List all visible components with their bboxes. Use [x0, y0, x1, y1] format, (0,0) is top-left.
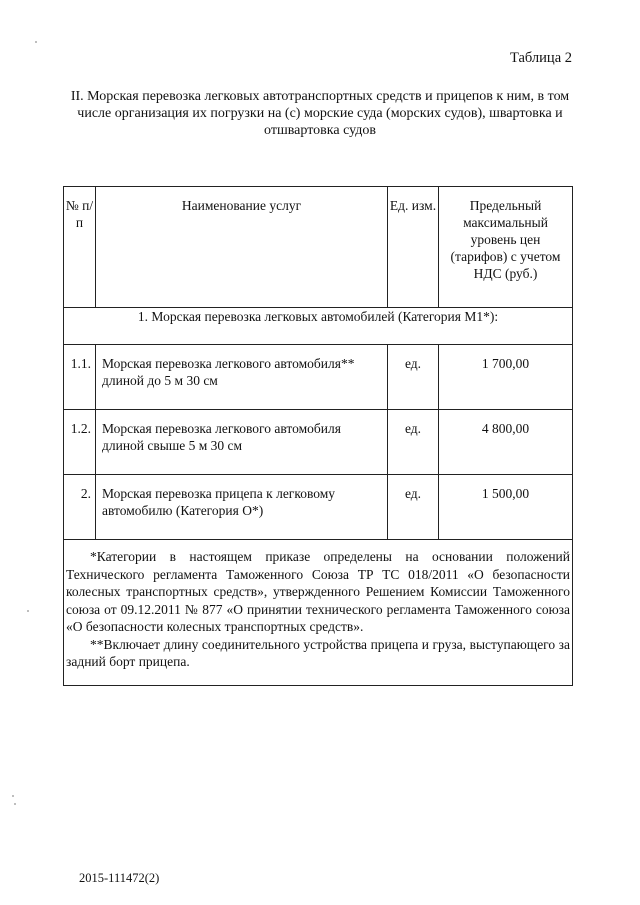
row-unit: ед. [388, 475, 439, 540]
section-row [64, 308, 573, 345]
document-code: 2015-111472(2) [79, 871, 160, 885]
header-unit: Ед. изм. [388, 187, 439, 308]
tariff-table [63, 186, 573, 686]
table-number: Таблица 2 [509, 50, 572, 66]
scan-speck [35, 41, 37, 43]
row-price: 4 800,00 [439, 410, 573, 475]
row-number: 1.2. [64, 410, 96, 475]
section-heading: II. Морская перевозка легковых автотранспортных средств и прицепов к ним, в том числе организация их погрузки на (с) морские суда (морских судов), швартовка и отшвартовка судов [70, 89, 570, 138]
table-row [64, 410, 573, 475]
header-number: № п/п [64, 187, 96, 308]
notes-row [64, 540, 573, 686]
scan-speck [27, 610, 29, 612]
notes-cell [64, 540, 573, 686]
row-service-name: Морская перевозка прицепа к легковому автомобилю (Категория О*) [96, 475, 388, 540]
row-service-name: Морская перевозка легкового автомобиля длиной свыше 5 м 30 см [96, 410, 388, 475]
section-title: 1. Морская перевозка легковых автомобилей (Категория М1*): [64, 308, 573, 345]
scan-speck [12, 795, 14, 797]
row-price: 1 500,00 [439, 475, 573, 540]
footnote-length: **Включает длину соединительного устройства прицепа и груза, выступающего за задний борт прицепа. [66, 636, 570, 669]
table-row [64, 345, 573, 410]
table-header-row [64, 187, 573, 308]
row-number: 1.1. [64, 345, 96, 410]
row-service-name: Морская перевозка легкового автомобиля** длиной до 5 м 30 см [96, 345, 388, 410]
table-row [64, 475, 573, 540]
header-service-name: Наименование услуг [96, 187, 388, 308]
row-number: 2. [64, 475, 96, 540]
row-unit: ед. [388, 410, 439, 475]
row-price: 1 700,00 [439, 345, 573, 410]
header-price: Предельный максимальный уровень цен (тарифов) с учетом НДС (руб.) [439, 187, 573, 308]
scan-speck [14, 803, 16, 805]
footnote-categories: *Категории в настоящем приказе определены на основании положений Технического регламента Таможенного Союза ТР ТС 018/2011 «О безопасности колесных транспортных средств», утвержденного Решением Комиссии Таможенного союза от 09.12.2011 № 877 «О принятии технического регламента Таможенного союза «О безопасности колесных транспортных средств». [66, 549, 570, 634]
row-unit: ед. [388, 345, 439, 410]
